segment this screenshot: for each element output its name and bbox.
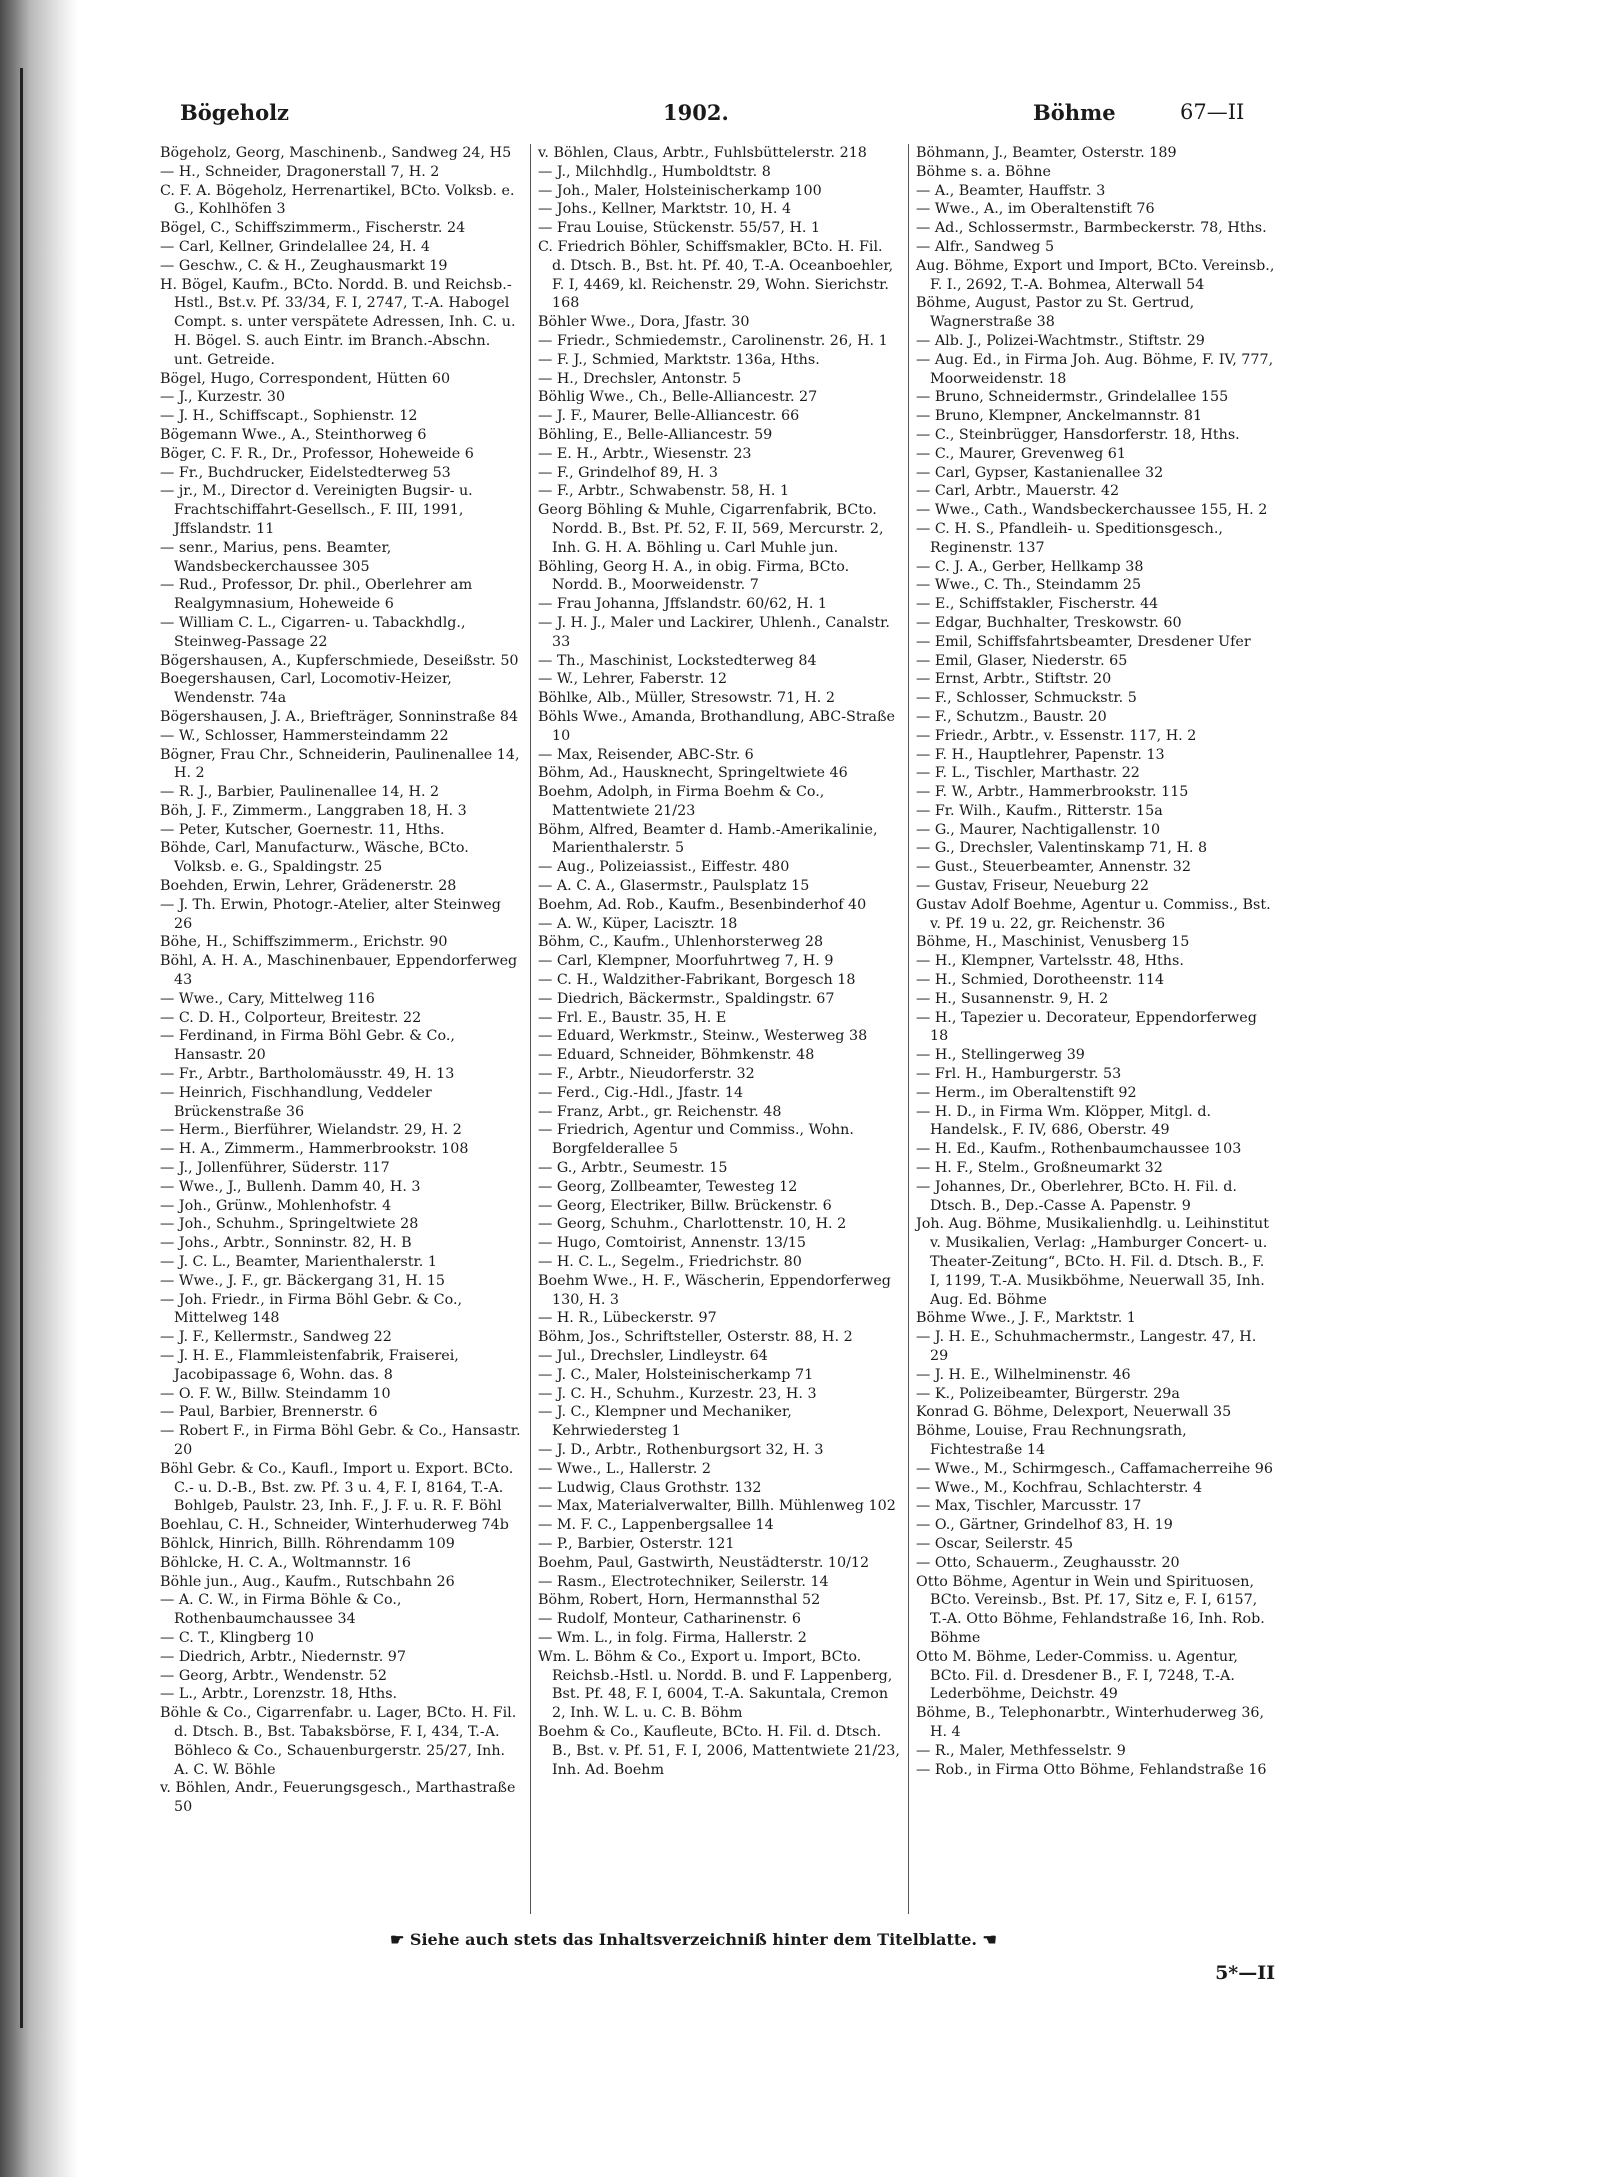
directory-entry: — Carl, Gypser, Kastanienallee 32	[916, 464, 1164, 481]
directory-entry: — Aug. Ed., in Firma Joh. Aug. Böhme, F. IV, 777, Moorweidenstr. 18	[916, 351, 1274, 387]
directory-entry: Böhle jun., Aug., Kaufm., Rutschbahn 26	[160, 1573, 455, 1590]
directory-entry: Bögemann Wwe., A., Steinthorweg 6	[160, 426, 427, 443]
directory-entry: — J. H. E., Flammleistenfabrik, Fraiserei, Jacobipassage 6, Wohn. das. 8	[160, 1348, 459, 1383]
directory-entry: Aug. Böhme, Export und Import, BCto. Vereinsb., F. I., 2692, T.-A. Bohmea, Alterwall 54	[916, 257, 1275, 293]
directory-entry: H. Bögel, Kaufm., BCto. Nordd. B. und Reichsb.-Hstl., Bst.v. Pf. 33/34, F. I, 2747, T.-A. Habogel Compt. s. unter verspätete Adressen, Inh. C. u. H. Bögel. S. auch Eintr. im Branch.-Abschn. unt. Getreide.	[160, 276, 516, 368]
directory-entry: — Alfr., Sandweg 5	[916, 238, 1055, 255]
directory-entry: — Joh., Schuhm., Springeltwiete 28	[160, 1216, 419, 1233]
column-3	[916, 144, 1278, 1779]
directory-entry: — jr., M., Director d. Vereinigten Bugsir- u. Frachtschiffahrt-Gesellsch., F. III, 1991, Jffslandstr. 11	[160, 483, 473, 537]
directory-entry: — C., Maurer, Grevenweg 61	[916, 445, 1126, 462]
directory-entry: — J., Jollenführer, Süderstr. 117	[160, 1160, 390, 1177]
directory-entry: — H. A., Zimmerm., Hammerbrookstr. 108	[160, 1141, 469, 1158]
directory-entry: — O., Gärtner, Grindelhof 83, H. 19	[916, 1517, 1173, 1534]
directory-entry: — C. T., Klingberg 10	[160, 1629, 314, 1646]
directory-entry: — Georg, Arbtr., Wendenstr. 52	[160, 1667, 388, 1684]
directory-entry: Boehm Wwe., H. F., Wäscherin, Eppendorferweg 130, H. 3	[538, 1272, 891, 1308]
directory-entry: — Frau Johanna, Jffslandstr. 60/62, H. 1	[538, 596, 828, 613]
directory-entry: v. Böhlen, Claus, Arbtr., Fuhlsbüttelerstr. 218	[538, 145, 867, 161]
directory-entry: — Emil, Schiffsfahrtsbeamter, Dresdener Ufer	[916, 633, 1251, 650]
directory-entry: Böhme Wwe., J. F., Marktstr. 1	[916, 1310, 1136, 1327]
directory-entry: Böhme, H., Maschinist, Venusberg 15	[916, 934, 1190, 951]
page-number: 67—II	[1180, 100, 1245, 124]
directory-entry: Georg Böhling & Muhle, Cigarrenfabrik, BCto. Nordd. B., Bst. Pf. 52, F. II, 569, Mercurstr. 2, Inh. G. H. A. Böhling u. Carl Muhle jun.	[538, 502, 884, 556]
directory-entry: Otto Böhme, Agentur in Wein und Spirituosen, BCto. Vereinsb., Bst. Pf. 17, Sitz e, F. I, 6157, T.-A. Otto Böhme, Fehlandstraße 16, Inh. Rob. Böhme	[916, 1573, 1265, 1646]
directory-entry: — Franz, Arbt., gr. Reichenstr. 48	[538, 1103, 782, 1120]
directory-entry: — E., Schiffstakler, Fischerstr. 44	[916, 596, 1159, 613]
directory-entry: — H. C. L., Segelm., Friedrichstr. 80	[538, 1254, 802, 1271]
directory-entry: — R. J., Barbier, Paulinenallee 14, H. 2	[160, 784, 440, 801]
directory-entry: — J. H. J., Maler und Lackirer, Uhlenh., Canalstr. 33	[538, 614, 890, 650]
directory-entry: — Wwe., Cath., Wandsbeckerchaussee 155, H. 2	[916, 502, 1268, 519]
directory-entry: Böhde, Carl, Manufacturw., Wäsche, BCto. Volksb. e. G., Spaldingstr. 25	[160, 840, 469, 876]
directory-entry: — Wwe., J. F., gr. Bäckergang 31, H. 15	[160, 1272, 446, 1289]
header-right: Böhme	[1033, 100, 1116, 125]
directory-entry: — Frl. E., Baustr. 35, H. E	[538, 1009, 727, 1026]
directory-entry: — J., Kurzestr. 30	[160, 389, 286, 406]
directory-entry: Konrad G. Böhme, Delexport, Neuerwall 35	[916, 1404, 1232, 1421]
directory-entry: — Rob., in Firma Otto Böhme, Fehlandstraße 16	[916, 1761, 1267, 1778]
directory-entry: Böhle & Co., Cigarrenfabr. u. Lager, BCto. H. Fil. d. Dtsch. B., Bst. Tabaksbörse, F. I, 434, T.-A. Böhleco & Co., Schauenburgerstr. 25/27, Inh. A. C. W. Böhle	[160, 1705, 517, 1778]
directory-entry: — L., Arbtr., Lorenzstr. 18, Hths.	[160, 1686, 398, 1703]
directory-entry: — Herm., Bierführer, Wielandstr. 29, H. 2	[160, 1122, 462, 1139]
directory-entry: — A. W., Küper, Lacisztr. 18	[538, 915, 738, 932]
directory-entry: Böhlke, Alb., Müller, Stresowstr. 71, H. 2	[538, 690, 835, 707]
directory-entry: — H., Tapezier u. Decorateur, Eppendorferweg 18	[916, 1009, 1257, 1045]
column-2	[538, 144, 900, 1779]
directory-entry: — William C. L., Cigarren- u. Tabackhdlg., Steinweg-Passage 22	[160, 614, 466, 650]
directory-entry: Gustav Adolf Boehme, Agentur u. Commiss., Bst. v. Pf. 19 u. 22, gr. Reichenstr. 36	[916, 896, 1271, 932]
directory-entry: — Wwe., Cary, Mittelweg 116	[160, 990, 375, 1007]
directory-entry: — A. C. A., Glasermstr., Paulsplatz 15	[538, 878, 810, 895]
directory-entry: — J. H. E., Schuhmachermstr., Langestr. 47, H. 29	[916, 1329, 1257, 1364]
directory-entry: — Friedr., Arbtr., v. Essenstr. 117, H. 2	[916, 727, 1197, 744]
directory-entry: — Wwe., C. Th., Steindamm 25	[916, 577, 1142, 594]
directory-entry: — C. H., Waldzither-Fabrikant, Borgesch 18	[538, 972, 856, 989]
directory-entry: Boehm, Paul, Gastwirth, Neustädterstr. 10/12	[538, 1554, 870, 1571]
directory-entry: Bögershausen, A., Kupferschmiede, Deseißstr. 50	[160, 652, 519, 669]
footer-note: ☛ Siehe auch stets das Inhaltsverzeichniß hinter dem Titelblatte. ☚	[390, 1930, 997, 1949]
directory-entry: — Georg, Schuhm., Charlottenstr. 10, H. 2	[538, 1216, 847, 1233]
directory-entry: Bögershausen, J. A., Briefträger, Sonninstraße 84	[160, 708, 519, 725]
directory-entry: — H. D., in Firma Wm. Klöpper, Mitgl. d. Handelsk., F. IV, 686, Oberstr. 49	[916, 1103, 1212, 1139]
directory-entry: — H. F., Stelm., Großneumarkt 32	[916, 1160, 1163, 1177]
directory-entry: — F., Schutzm., Baustr. 20	[916, 708, 1107, 725]
directory-entry: — J. H., Schiffscapt., Sophienstr. 12	[160, 408, 418, 425]
directory-entry: Böhl, A. H. A., Maschinenbauer, Eppendorferweg 43	[160, 953, 518, 989]
directory-entry: — Bruno, Schneidermstr., Grindelallee 155	[916, 389, 1229, 406]
directory-entry: — Joh., Maler, Holsteinischerkamp 100	[538, 182, 822, 199]
directory-entry: — Georg, Zollbeamter, Tewesteg 12	[538, 1178, 798, 1195]
directory-entry: C. Friedrich Böhler, Schiffsmakler, BCto. H. Fil. d. Dtsch. B., Bst. ht. Pf. 40, T.-A. Oceanboehler, F. I, 4469, kl. Reichenstr. 29, Wohn. Sierichstr. 168	[538, 238, 894, 312]
book-spine-edge	[0, 0, 78, 2177]
directory-entry: Böhm, Robert, Horn, Hermannsthal 52	[538, 1592, 821, 1609]
directory-entry: — C. D. H., Colporteur, Breitestr. 22	[160, 1009, 422, 1026]
spine-line	[20, 68, 23, 2028]
header-left: Bögeholz	[180, 100, 289, 125]
directory-entry: — Johs., Kellner, Marktstr. 10, H. 4	[538, 201, 792, 218]
directory-entry: Böhm, C., Kaufm., Uhlenhorsterweg 28	[538, 934, 824, 951]
directory-entry: — Rudolf, Monteur, Catharinenstr. 6	[538, 1611, 801, 1628]
directory-entry: — Wwe., L., Hallerstr. 2	[538, 1460, 711, 1477]
directory-entry: — W., Lehrer, Faberstr. 12	[538, 671, 728, 688]
directory-entry: — Paul, Barbier, Brennerstr. 6	[160, 1404, 378, 1421]
column-1	[160, 144, 522, 1817]
directory-entry: — C. J. A., Gerber, Hellkamp 38	[916, 558, 1144, 575]
directory-entry: — Herm., im Oberaltenstift 92	[916, 1084, 1137, 1101]
directory-entry: — Eduard, Werkmstr., Steinw., Westerweg 38	[538, 1028, 868, 1045]
directory-entry: Böhler Wwe., Dora, Jfastr. 30	[538, 314, 750, 331]
directory-entry: — J. D., Arbtr., Rothenburgsort 32, H. 3	[538, 1441, 824, 1458]
column-divider	[530, 144, 531, 1914]
directory-entry: Otto M. Böhme, Leder-Commiss. u. Agentur, BCto. Fil. d. Dresdener B., F. I, 7248, T.-A. Lederböhme, Deichstr. 49	[916, 1648, 1238, 1703]
directory-entry: — Carl, Klempner, Moorfuhrtweg 7, H. 9	[538, 953, 834, 970]
directory-entry: Joh. Aug. Böhme, Musikalienhdlg. u. Leihinstitut v. Musikalien, Verlag: „Hamburger Concert- u. Theater-Zeitung“, BCto. H. Fil. d. Dtsch. B., F. I, 1199, T.-A. Musikböhme, Neuerwall 35, Inh. Aug. Ed. Böhme	[916, 1216, 1269, 1308]
directory-entry: — Wwe., J., Bullenh. Damm 40, H. 3	[160, 1178, 421, 1195]
directory-entry: — Heinrich, Fischhandlung, Veddeler Brückenstraße 36	[160, 1084, 432, 1120]
directory-entry: — Diedrich, Arbtr., Niedernstr. 97	[160, 1648, 406, 1665]
directory-entry: — J., Milchhdlg., Humboldtstr. 8	[538, 163, 771, 180]
directory-entry: — F., Grindelhof 89, H. 3	[538, 464, 718, 481]
directory-entry: — senr., Marius, pens. Beamter, Wandsbeckerchaussee 305	[160, 539, 392, 575]
directory-entry: — G., Arbtr., Seumestr. 15	[538, 1160, 728, 1177]
directory-entry: Wm. L. Böhm & Co., Export u. Import, BCto. Reichsb.-Hstl. u. Nordd. B. und F. Lappenberg, Bst. Pf. 48, F. I, 6004, T.-A. Sakuntala, Cremon 2, Inh. W. L. u. C. B. Böhm	[538, 1648, 893, 1722]
directory-entry: — J. H. E., Wilhelminenstr. 46	[916, 1366, 1131, 1383]
directory-entry: — C. H. S., Pfandleih- u. Speditionsgesch., Reginenstr. 137	[916, 520, 1223, 556]
directory-entry: — Fr. Wilh., Kaufm., Ritterstr. 15a	[916, 802, 1163, 819]
directory-entry: — Georg, Electriker, Billw. Brückenstr. 6	[538, 1197, 832, 1214]
directory-entry: — Rud., Professor, Dr. phil., Oberlehrer am Realgymnasium, Hoheweide 6	[160, 577, 473, 613]
directory-entry: — G., Maurer, Nachtigallenstr. 10	[916, 821, 1161, 838]
directory-entry: Bögeholz, Georg, Maschinenb., Sandweg 24, H5	[160, 145, 512, 161]
column-divider	[908, 144, 909, 1914]
directory-entry: — A., Beamter, Hauffstr. 3	[916, 182, 1106, 199]
directory-entry: — F. L., Tischler, Marthastr. 22	[916, 765, 1140, 782]
directory-entry: — G., Drechsler, Valentinskamp 71, H. 8	[916, 840, 1208, 857]
directory-entry: — Eduard, Schneider, Böhmkenstr. 48	[538, 1047, 815, 1064]
directory-entry: — J. Th. Erwin, Photogr.-Atelier, alter Steinweg 26	[160, 896, 501, 932]
directory-entry: — Wm. L., in folg. Firma, Hallerstr. 2	[538, 1629, 807, 1646]
directory-entry: — J. F., Kellermstr., Sandweg 22	[160, 1329, 392, 1346]
header-year: 1902.	[663, 100, 729, 125]
directory-entry: — J. F., Maurer, Belle-Alliancestr. 66	[538, 408, 800, 425]
directory-entry: — Robert F., in Firma Böhl Gebr. & Co., Hansastr. 20	[160, 1423, 521, 1458]
directory-entry: Boegershausen, Carl, Locomotiv-Heizer, Wendenstr. 74a	[160, 671, 452, 707]
directory-entry: — P., Barbier, Osterstr. 121	[538, 1535, 735, 1552]
directory-entry: — E. H., Arbtr., Wiesenstr. 23	[538, 445, 752, 462]
directory-entry: — Friedr., Schmiedemstr., Carolinenstr. 26, H. 1	[538, 332, 888, 349]
directory-entry: — F., Arbtr., Nieudorferstr. 32	[538, 1066, 755, 1083]
directory-entry: — Gustav, Friseur, Neueburg 22	[916, 878, 1149, 895]
directory-entry: — Fr., Buchdrucker, Eidelstedterweg 53	[160, 464, 451, 481]
directory-entry: — Aug., Polizeiassist., Eiffestr. 480	[538, 859, 790, 876]
directory-entry: — H., Schmied, Dorotheenstr. 114	[916, 972, 1165, 989]
directory-entry: — F., Schlosser, Schmuckstr. 5	[916, 690, 1137, 707]
directory-entry: — Friedrich, Agentur und Commiss., Wohn. Borgfelderallee 5	[538, 1122, 854, 1158]
directory-entry: Boehden, Erwin, Lehrer, Grädenerstr. 28	[160, 878, 457, 895]
directory-entry: Böhm, Jos., Schriftsteller, Osterstr. 88, H. 2	[538, 1329, 853, 1346]
directory-entry: — Max, Tischler, Marcusstr. 17	[916, 1498, 1142, 1515]
directory-entry: — Edgar, Buchhalter, Treskowstr. 60	[916, 614, 1182, 631]
directory-entry: — O. F. W., Billw. Steindamm 10	[160, 1385, 391, 1402]
directory-entry: — J. C., Maler, Holsteinischerkamp 71	[538, 1366, 814, 1383]
directory-entry: — H., Susannenstr. 9, H. 2	[916, 990, 1109, 1007]
directory-entry: — Frl. H., Hamburgerstr. 53	[916, 1066, 1122, 1083]
directory-entry: — Otto, Schauerm., Zeughausstr. 20	[916, 1554, 1180, 1571]
directory-entry: Böhling, Georg H. A., in obig. Firma, BCto. Nordd. B., Moorweidenstr. 7	[538, 558, 850, 594]
directory-entry: — Fr., Arbtr., Bartholomäusstr. 49, H. 13	[160, 1066, 455, 1083]
directory-entry: — Joh., Grünw., Mohlenhofstr. 4	[160, 1197, 392, 1214]
directory-entry: — H. R., Lübeckerstr. 97	[538, 1310, 717, 1327]
directory-entry: — Th., Maschinist, Lockstedterweg 84	[538, 652, 817, 669]
directory-entry: — F. H., Hauptlehrer, Papenstr. 13	[916, 746, 1165, 763]
directory-entry: — H., Klempner, Vartelsstr. 48, Hths.	[916, 953, 1184, 970]
directory-entry: — Ernst, Arbtr., Stiftstr. 20	[916, 671, 1112, 688]
directory-entry: — Hugo, Comtoirist, Annenstr. 13/15	[538, 1235, 807, 1252]
directory-entry: — Ludwig, Claus Grothstr. 132	[538, 1479, 762, 1496]
directory-entry: Böhme, August, Pastor zu St. Gertrud, Wagnerstraße 38	[916, 295, 1195, 331]
directory-entry: — Ferd., Cig.-Hdl., Jfastr. 14	[538, 1084, 744, 1101]
directory-entry: — Johannes, Dr., Oberlehrer, BCto. H. Fil. d. Dtsch. B., Dep.-Casse A. Papenstr. 9	[916, 1178, 1237, 1214]
directory-entry: — Peter, Kutscher, Goernestr. 11, Hths.	[160, 821, 445, 838]
directory-entry: — K., Polizeibeamter, Bürgerstr. 29a	[916, 1385, 1180, 1402]
directory-entry: Böhm, Alfred, Beamter d. Hamb.-Amerikalinie, Marienthalerstr. 5	[538, 821, 878, 857]
directory-entry: Boehm, Ad. Rob., Kaufm., Besenbinderhof 40	[538, 896, 867, 913]
directory-entry: — Emil, Glaser, Niederstr. 65	[916, 652, 1128, 669]
directory-entry: — Ferdinand, in Firma Böhl Gebr. & Co., Hansastr. 20	[160, 1028, 455, 1064]
directory-entry: — M. F. C., Lappenbergsallee 14	[538, 1517, 774, 1534]
directory-entry: — Johs., Arbtr., Sonninstr. 82, H. B	[160, 1235, 412, 1252]
directory-entry: — Wwe., M., Kochfrau, Schlachterstr. 4	[916, 1479, 1203, 1496]
directory-entry: Böhl Gebr. & Co., Kaufl., Import u. Export. BCto. C.- u. D.-B., Bst. zw. Pf. 3 u. 4, F. I, 8164, T.-A. Bohlgeb, Paulstr. 23, Inh. F., J. F. u. R. F. Böhl	[160, 1460, 514, 1515]
directory-entry: — Jul., Drechsler, Lindleystr. 64	[538, 1348, 768, 1364]
directory-entry: — F. J., Schmied, Marktstr. 136a, Hths.	[538, 351, 820, 368]
directory-entry: — F., Arbtr., Schwabenstr. 58, H. 1	[538, 483, 790, 500]
directory-entry: Böhlck, Hinrich, Billh. Röhrendamm 109	[160, 1535, 455, 1552]
running-header	[160, 100, 1275, 136]
directory-entry: — Carl, Kellner, Grindelallee 24, H. 4	[160, 238, 431, 255]
directory-entry: — Rasm., Electrotechniker, Seilerstr. 14	[538, 1573, 829, 1590]
directory-entry: v. Böhlen, Andr., Feuerungsgesch., Marthastraße 50	[160, 1780, 516, 1816]
directory-entry: Böhm, Ad., Hausknecht, Springeltwiete 46	[538, 765, 848, 782]
directory-entry: — Bruno, Klempner, Anckelmannstr. 81	[916, 408, 1203, 425]
directory-entry: Boehm, Adolph, in Firma Boehm & Co., Mattentwiete 21/23	[538, 784, 825, 819]
directory-entry: — Frau Louise, Stückenstr. 55/57, H. 1	[538, 220, 821, 237]
directory-entry: — F. W., Arbtr., Hammerbrookstr. 115	[916, 784, 1189, 801]
directory-entry: Böhling, E., Belle-Alliancestr. 59	[538, 426, 773, 443]
directory-entry: Bögner, Frau Chr., Schneiderin, Paulinenallee 14, H. 2	[160, 746, 520, 782]
directory-entry: Böhlig Wwe., Ch., Belle-Alliancestr. 27	[538, 389, 818, 406]
directory-entry: — J. C., Klempner und Mechaniker, Kehrwiedersteg 1	[538, 1404, 792, 1440]
directory-entry: — Max, Materialverwalter, Billh. Mühlenweg 102	[538, 1498, 896, 1515]
directory-entry: — Diedrich, Bäckermstr., Spaldingstr. 67	[538, 990, 835, 1007]
directory-entry: — Alb. J., Polizei-Wachtmstr., Stiftstr. 29	[916, 332, 1205, 349]
directory-entry: — Wwe., A., im Oberaltenstift 76	[916, 201, 1155, 218]
directory-page	[160, 100, 1275, 1984]
directory-entry: — Max, Reisender, ABC-Str. 6	[538, 746, 754, 763]
directory-entry: Böhlcke, H. C. A., Woltmannstr. 16	[160, 1554, 411, 1571]
directory-entry: Böhme, Louise, Frau Rechnungsrath, Fichtestraße 14	[916, 1423, 1187, 1458]
directory-entry: — Geschw., C. & H., Zeughausmarkt 19	[160, 257, 448, 274]
directory-entry: — W., Schlosser, Hammersteindamm 22	[160, 727, 449, 744]
directory-entry: — Wwe., M., Schirmgesch., Caffamacherreihe 96	[916, 1460, 1273, 1477]
directory-entry: — Joh. Friedr., in Firma Böhl Gebr. & Co., Mittelweg 148	[160, 1291, 463, 1327]
directory-entry: Bögel, C., Schiffszimmerm., Fischerstr. 24	[160, 220, 466, 237]
directory-entry: — Ad., Schlossermstr., Barmbeckerstr. 78, Hths.	[916, 220, 1267, 237]
directory-entry: Böhls Wwe., Amanda, Brothandlung, ABC-Straße 10	[538, 708, 895, 744]
directory-entry: — Oscar, Seilerstr. 45	[916, 1535, 1074, 1552]
directory-entry: Böhe, H., Schiffszimmerm., Erichstr. 90	[160, 934, 448, 951]
directory-entry: — R., Maler, Methfesselstr. 9	[916, 1742, 1126, 1759]
directory-entry: Böhme s. a. Böhne	[916, 163, 1051, 180]
directory-entry: Böh, J. F., Zimmerm., Langgraben 18, H. 3	[160, 802, 467, 819]
directory-entry: — J. C. L., Beamter, Marienthalerstr. 1	[160, 1254, 437, 1271]
directory-entry: Bögel, Hugo, Correspondent, Hütten 60	[160, 370, 451, 387]
directory-entry: C. F. A. Bögeholz, Herrenartikel, BCto. Volksb. e. G., Kohlhöfen 3	[160, 182, 515, 218]
directory-entry: — H. Ed., Kaufm., Rothenbaumchaussee 103	[916, 1141, 1242, 1158]
directory-entry: Boehm & Co., Kaufleute, BCto. H. Fil. d. Dtsch. B., Bst. v. Pf. 51, F. I, 2006, Mattentwiete 21/23, Inh. Ad. Boehm	[538, 1723, 900, 1778]
directory-entry: — H., Schneider, Dragonerstall 7, H. 2	[160, 163, 440, 180]
directory-entry: — J. C. H., Schuhm., Kurzestr. 23, H. 3	[538, 1385, 817, 1402]
directory-entry: Böger, C. F. R., Dr., Professor, Hoheweide 6	[160, 445, 474, 462]
directory-entry: — H., Drechsler, Antonstr. 5	[538, 370, 742, 387]
directory-entry: Boehlau, C. H., Schneider, Winterhuderweg 74b	[160, 1517, 509, 1534]
directory-entry: — Gust., Steuerbeamter, Annenstr. 32	[916, 859, 1191, 876]
signature-mark: 5*—II	[1215, 1962, 1275, 1984]
directory-entry: — H., Stellingerweg 39	[916, 1047, 1085, 1064]
directory-entry: — A. C. W., in Firma Böhle & Co., Rothenbaumchaussee 34	[160, 1592, 402, 1628]
directory-entry: — Carl, Arbtr., Mauerstr. 42	[916, 483, 1120, 500]
directory-entry: Böhmann, J., Beamter, Osterstr. 189	[916, 145, 1177, 161]
directory-entry: — C., Steinbrügger, Hansdorferstr. 18, Hths.	[916, 426, 1240, 443]
directory-entry: Böhme, B., Telephonarbtr., Winterhuderweg 36, H. 4	[916, 1705, 1265, 1740]
